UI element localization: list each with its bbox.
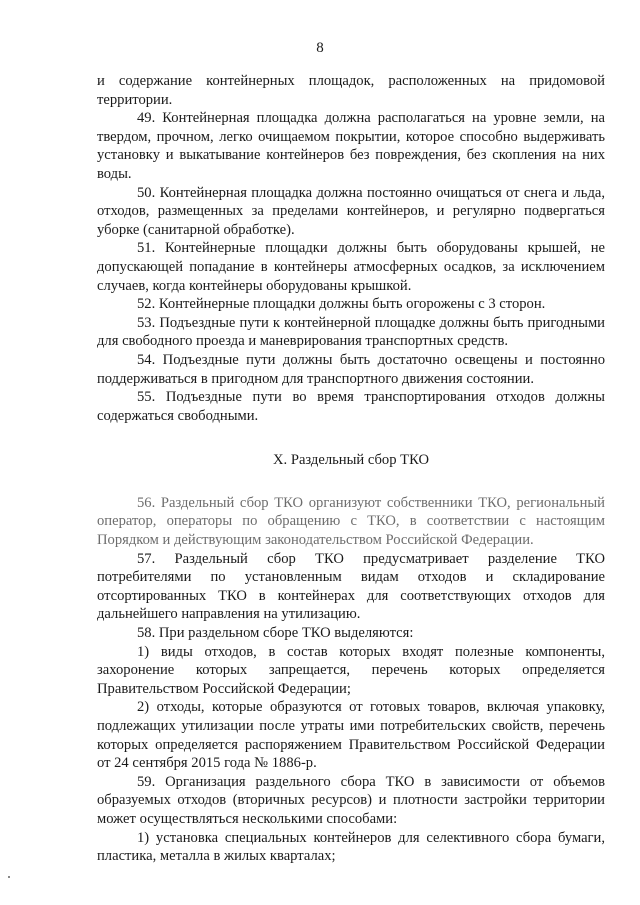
- page-number: 8: [316, 40, 324, 56]
- paragraph-continuation: и содержание контейнерных площадок, расположенных на придомовой территории.: [97, 73, 605, 108]
- paragraph-57: 57. Раздельный сбор ТКО предусматривает разделение ТКО потребителями по установленным видам отходов и складирование отсортированных ТКО в контейнерах для соответствующих отходов для дальнейшего направления на утилизацию.: [97, 550, 605, 623]
- paragraph-56: 56. Раздельный сбор ТКО организуют собственники ТКО, региональный оператор, операторы по обращению с ТКО, в соответствии с настоящим Порядком и действующим законодательством Российской Федерации.: [97, 494, 605, 549]
- paragraph-54: 54. Подъездные пути должны быть достаточно освещены и постоянно поддерживаться в пригодном для транспортного движения состоянии.: [97, 351, 605, 387]
- paragraph-50: 50. Контейнерная площадка должна постоянно очищаться от снега и льда, отходов, размещенных за пределами контейнеров, и регулярно подвергаться уборке (санитарной обработке).: [97, 184, 605, 238]
- paragraph-49: 49. Контейнерная площадка должна располагаться на уровне земли, на твердом, прочном, легко очищаемом покрытии, которое способно выдерживать установку и выкатывание контейнеров без повреждения, без скопления на них воды.: [97, 110, 605, 182]
- paragraph-59: 59. Организация раздельного сбора ТКО в зависимости от объемов образуемых отходов (вторичных ресурсов) и плотности застройки территории может осуществляться несколькими способами:: [97, 773, 605, 827]
- paragraph-58: 58. При раздельном сборе ТКО выделяются:: [137, 625, 414, 642]
- paragraph-52: 52. Контейнерные площадки должны быть огорожены с 3 сторон.: [137, 296, 546, 313]
- paragraph-58-item-1: 1) виды отходов, в состав которых входят полезные компоненты, захоронение которых запрещается, перечень которых определяется Правительством Российской Федерации;: [97, 643, 605, 697]
- section-heading: X. Раздельный сбор ТКО: [273, 452, 429, 469]
- document-body: [97, 72, 605, 866]
- paragraph-51: 51. Контейнерные площадки должны быть оборудованы крышей, не допускающей попадание в контейнеры атмосферных осадков, за исключением случаев, когда контейнеры оборудованы крышкой.: [97, 240, 605, 294]
- paragraph-55: 55. Подъездные пути во время транспортирования отходов должны содержаться свободными.: [97, 389, 605, 424]
- paragraph-59-item-1: 1) установка специальных контейнеров для селективного сбора бумаги, пластика, металла в жилых кварталах;: [97, 829, 605, 865]
- paragraph-58-item-2: 2) отходы, которые образуются от готовых товаров, включая упаковку, подлежащих утилизации после утраты ими потребительских свойств, перечень которых определяется распоряжением Правительством Российской Федерации от 24 сентября 2015 года № 1886-р.: [97, 699, 605, 772]
- scan-edge-mark: [8, 876, 10, 878]
- paragraph-53: 53. Подъездные пути к контейнерной площадке должны быть пригодными для свободного проезда и маневрирования транспортных средств.: [97, 314, 605, 350]
